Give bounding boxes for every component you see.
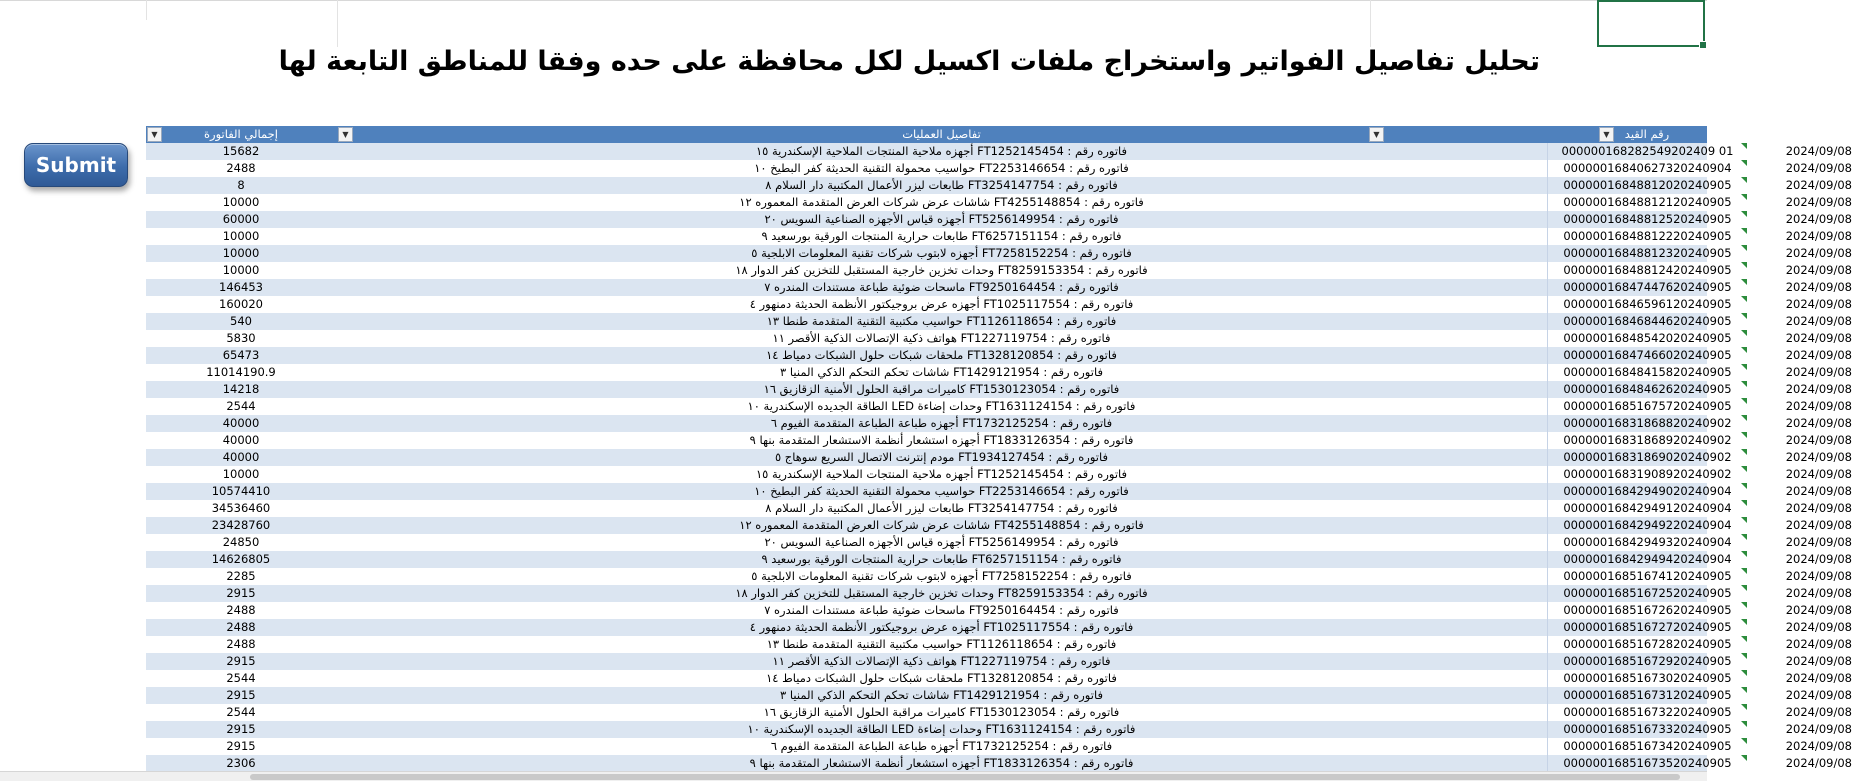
- cell-entry[interactable]: 00000016848462620240905: [1547, 381, 1747, 398]
- cell-total[interactable]: 10000: [222, 263, 260, 277]
- cell-total[interactable]: 10000: [222, 229, 260, 243]
- cell-details[interactable]: فاتوره رقم : FT1732125254 أجهزه طباعة الطباعة المتقدمة الفيوم ٦: [770, 416, 1113, 430]
- cell-total[interactable]: 60000: [222, 212, 260, 226]
- cell-date[interactable]: 2024/09/08: [1785, 229, 1852, 243]
- cell-total[interactable]: 14626805: [211, 552, 271, 566]
- table-row: [146, 398, 1852, 415]
- cell-total[interactable]: 2488: [226, 637, 256, 651]
- table-row: [146, 755, 1852, 772]
- cell-entry[interactable]: 00000016842949320240904: [1547, 534, 1747, 551]
- cell-details[interactable]: فاتوره رقم : FT1227119754 هواتف ذكية الإتصالات الذكية الأقصر ١١: [772, 654, 1111, 668]
- cell-total[interactable]: 2915: [226, 654, 256, 668]
- table-row: [146, 653, 1852, 670]
- cell-date[interactable]: 2024/09/08: [1785, 552, 1852, 566]
- table-row: [146, 143, 1852, 160]
- table-row: [146, 347, 1852, 364]
- table-row: [146, 636, 1852, 653]
- cell-details[interactable]: فاتوره رقم : FT2253146654 حواسيب محمولة التقنية الحديثة كفر البطيخ ١٠: [754, 484, 1129, 498]
- table-row: [146, 177, 1852, 194]
- table-row: [146, 364, 1852, 381]
- cell-entry[interactable]: 00000016851672520240905: [1547, 585, 1747, 602]
- cell-total[interactable]: 2544: [226, 399, 256, 413]
- cell-date[interactable]: 2024/09/08: [1785, 739, 1852, 753]
- cell-details[interactable]: فاتوره رقم : FT1530123054 كاميرات مراقبة الحلول الأمنية الزقازيق ١٦: [763, 705, 1120, 719]
- selected-cell[interactable]: [1597, 0, 1705, 47]
- cell-date[interactable]: 2024/09/08: [1785, 671, 1852, 685]
- cell-entry[interactable]: 00000016847447620240905: [1547, 279, 1747, 296]
- cell-date[interactable]: 2024/09/08: [1785, 688, 1852, 702]
- gridline: [337, 0, 338, 47]
- filter-dropdown-icon[interactable]: ▼: [1369, 127, 1384, 142]
- cell-total[interactable]: 10000: [222, 467, 260, 481]
- cell-entry[interactable]: 00000016848812320240905: [1547, 245, 1747, 262]
- cell-total[interactable]: 2915: [226, 586, 256, 600]
- cell-date[interactable]: 2024/09/08: [1785, 314, 1852, 328]
- cell-date[interactable]: 2024/09/08: [1785, 331, 1852, 345]
- cell-date[interactable]: 2024/09/08: [1785, 535, 1852, 549]
- cell-entry[interactable]: 00000016851672720240905: [1547, 619, 1747, 636]
- table-row: [146, 228, 1852, 245]
- cell-date[interactable]: 2024/09/08: [1785, 348, 1852, 362]
- cell-total[interactable]: 2488: [226, 620, 256, 634]
- cell-entry[interactable]: 00000016831908920240902: [1547, 466, 1747, 483]
- header-date: تاريخ الفاتورة: [1788, 127, 1852, 141]
- cell-entry[interactable]: 00000016846844620240905: [1547, 313, 1747, 330]
- table-row: [146, 313, 1852, 330]
- cell-date[interactable]: 2024/09/08: [1785, 382, 1852, 396]
- table-row: [146, 279, 1852, 296]
- cell-total[interactable]: 11014190.9: [206, 365, 276, 379]
- cell-entry[interactable]: 000000168282549202409 01: [1547, 143, 1747, 160]
- cell-details[interactable]: فاتوره رقم : FT5256149954 أجهزه قياس الأجهزه الصناعية السويس ٢٠: [764, 212, 1119, 226]
- cell-details[interactable]: فاتوره رقم : FT1025117554 أجهزه عرض بروجيكتور الأنظمة الحديثة دمنهور ٤: [749, 620, 1134, 634]
- cell-total[interactable]: 10574410: [211, 484, 271, 498]
- cell-entry[interactable]: 00000016848542020240905: [1547, 330, 1747, 347]
- cell-date[interactable]: 2024/09/08: [1785, 195, 1852, 209]
- cell-total[interactable]: 8: [237, 178, 245, 192]
- table-row: [146, 483, 1852, 500]
- header-total: إجمالي الفاتورة: [204, 127, 278, 141]
- cell-date[interactable]: 2024/09/08: [1785, 450, 1852, 464]
- table-row: [146, 500, 1852, 517]
- cell-date[interactable]: 2024/09/08: [1785, 161, 1852, 175]
- submit-button[interactable]: Submit: [24, 143, 128, 187]
- cell-date[interactable]: 2024/09/08: [1785, 263, 1852, 277]
- cell-total[interactable]: 2915: [226, 722, 256, 736]
- cell-details[interactable]: فاتوره رقم : FT4255148854 شاشات عرض شركات العرض المتقدمة المعموره ١٢: [739, 518, 1144, 532]
- cell-entry[interactable]: 00000016851673520240905: [1547, 755, 1747, 772]
- cell-date[interactable]: 2024/09/08: [1785, 365, 1852, 379]
- table-row: [146, 381, 1852, 398]
- cell-details[interactable]: فاتوره رقم : FT7258152254 أجهزه لابتوب شركات تقنية المعلومات الابلجية ٥: [751, 246, 1132, 260]
- filter-dropdown-icon[interactable]: ▼: [338, 127, 353, 142]
- cell-details[interactable]: فاتوره رقم : FT2253146654 حواسيب محمولة التقنية الحديثة كفر البطيخ ١٠: [754, 161, 1129, 175]
- cell-details[interactable]: فاتوره رقم : FT9250164454 ماسحات ضوئية طباعة مستندات المندره ٧: [764, 603, 1119, 617]
- cell-details[interactable]: فاتوره رقم : FT1126118654 حواسيب مكتبية التقنية المتقدمة طنطا ١٣: [766, 637, 1117, 651]
- cell-details[interactable]: فاتوره رقم : FT1227119754 هواتف ذكية الإتصالات الذكية الأقصر ١١: [772, 331, 1111, 345]
- cell-date[interactable]: 2024/09/08: [1785, 518, 1852, 532]
- cell-entry[interactable]: 00000016851672620240905: [1547, 602, 1747, 619]
- cell-date[interactable]: 2024/09/08: [1785, 501, 1852, 515]
- table-row: [146, 687, 1852, 704]
- sheet-top-border: [0, 0, 1707, 1]
- cell-details[interactable]: فاتوره رقم : FT8259153354 وحدات تخزين خارجية المستقبل للتخزين كفر الدوار ١٨: [735, 586, 1148, 600]
- table-header-row: [146, 126, 1852, 143]
- cell-date[interactable]: 2024/09/08: [1785, 433, 1852, 447]
- cell-entry[interactable]: 00000016831868920240902: [1547, 432, 1747, 449]
- cell-total[interactable]: 65473: [222, 348, 260, 362]
- cell-date[interactable]: 2024/09/08: [1785, 467, 1852, 481]
- cell-details[interactable]: فاتوره رقم : FT9250164454 ماسحات ضوئية طباعة مستندات المندره ٧: [764, 280, 1119, 294]
- table-row: [146, 296, 1852, 313]
- table-row: [146, 619, 1852, 636]
- cell-entry[interactable]: 00000016851673420240905: [1547, 738, 1747, 755]
- cell-entry[interactable]: 00000016851672920240905: [1547, 653, 1747, 670]
- cell-date[interactable]: 2024/09/08: [1785, 722, 1852, 736]
- cell-total[interactable]: 24850: [222, 535, 260, 549]
- table-row: [146, 602, 1852, 619]
- cell-entry[interactable]: 00000016846596120240905: [1547, 296, 1747, 313]
- cell-entry[interactable]: 00000016851675720240905: [1547, 398, 1747, 415]
- table-row: [146, 517, 1852, 534]
- cell-date[interactable]: 2024/09/08: [1785, 212, 1852, 226]
- cell-entry[interactable]: 00000016831869020240902: [1547, 449, 1747, 466]
- cell-details[interactable]: فاتوره رقم : FT1530123054 كاميرات مراقبة الحلول الأمنية الزقازيق ١٦: [763, 382, 1120, 396]
- cell-entry[interactable]: 00000016848812520240905: [1547, 211, 1747, 228]
- table-row: [146, 449, 1852, 466]
- cell-date[interactable]: 2024/09/08: [1785, 620, 1852, 634]
- cell-date[interactable]: 2024/09/08: [1785, 246, 1852, 260]
- cell-entry[interactable]: 00000016848812120240905: [1547, 194, 1747, 211]
- cell-total[interactable]: 40000: [222, 433, 260, 447]
- cell-details[interactable]: فاتوره رقم : FT1252145454 أجهزه ملاحية المنتجات الملاحية الإسكندرية ١٥: [755, 467, 1128, 481]
- invoice-table: [146, 126, 1852, 772]
- cell-details[interactable]: فاتوره رقم : FT1126118654 حواسيب مكتبية التقنية المتقدمة طنطا ١٣: [766, 314, 1117, 328]
- header-details: تفاصيل العمليات: [902, 127, 981, 141]
- cell-entry[interactable]: 00000016851672820240905: [1547, 636, 1747, 653]
- cell-details[interactable]: فاتوره رقم : FT1252145454 أجهزه ملاحية المنتجات الملاحية الإسكندرية ١٥: [755, 144, 1128, 158]
- table-body: [146, 143, 1852, 772]
- cell-total[interactable]: 34536460: [211, 501, 271, 515]
- header-entry: رقم القيد: [1624, 127, 1670, 141]
- cell-date[interactable]: 2024/09/08: [1785, 756, 1852, 770]
- cell-entry[interactable]: 00000016848812420240905: [1547, 262, 1747, 279]
- cell-entry[interactable]: 00000016851673120240905: [1547, 687, 1747, 704]
- cell-details[interactable]: فاتوره رقم : FT1833126354 أجهزه استشعار أنظمة الاستشعار المتقدمة بنها ٩: [749, 433, 1134, 447]
- cell-date[interactable]: 2024/09/08: [1785, 637, 1852, 651]
- cell-details[interactable]: فاتوره رقم : FT3254147754 طابعات ليزر الأعمال المكتبية دار السلام ٨: [765, 501, 1118, 515]
- table-row: [146, 160, 1852, 177]
- cell-details[interactable]: فاتوره رقم : FT6257151154 طابعات حرارية المنتجات الورقية بورسعيد ٩: [761, 229, 1122, 243]
- cell-total[interactable]: 2915: [226, 739, 256, 753]
- cell-date[interactable]: 2024/09/08: [1785, 705, 1852, 719]
- cell-total[interactable]: 2544: [226, 671, 256, 685]
- cell-details[interactable]: فاتوره رقم : FT3254147754 طابعات ليزر الأعمال المكتبية دار السلام ٨: [765, 178, 1118, 192]
- cell-entry[interactable]: 00000016848415820240905: [1547, 364, 1747, 381]
- cell-entry[interactable]: 00000016851673320240905: [1547, 721, 1747, 738]
- cell-details[interactable]: فاتوره رقم : FT1025117554 أجهزه عرض بروجيكتور الأنظمة الحديثة دمنهور ٤: [749, 297, 1134, 311]
- table-row: [146, 432, 1852, 449]
- cell-details[interactable]: فاتوره رقم : FT4255148854 شاشات عرض شركات العرض المتقدمة المعموره ١٢: [739, 195, 1144, 209]
- sheet-title: تحليل تفاصيل الفواتير واستخراج ملفات اكسيل لكل محافظة على حده وفقا للمناطق التابعة لها: [278, 46, 1540, 77]
- cell-date[interactable]: 2024/09/08: [1785, 178, 1852, 192]
- cell-total[interactable]: 2915: [226, 688, 256, 702]
- cell-entry[interactable]: 00000016831868820240902: [1547, 415, 1747, 432]
- cell-details[interactable]: فاتوره رقم : FT1328120854 ملحقات شبكات حلول الشبكات دمياط ١٤: [766, 671, 1117, 685]
- horizontal-scrollbar[interactable]: [0, 771, 1707, 781]
- cell-total[interactable]: 40000: [222, 450, 260, 464]
- scrollbar-thumb[interactable]: [250, 774, 1680, 780]
- cell-date[interactable]: 2024/09/08: [1785, 297, 1852, 311]
- gridline: [1370, 0, 1371, 47]
- cell-total[interactable]: 10000: [222, 195, 260, 209]
- table-row: [146, 551, 1852, 568]
- table-row: [146, 704, 1852, 721]
- cell-total[interactable]: 40000: [222, 416, 260, 430]
- cell-details[interactable]: فاتوره رقم : FT1833126354 أجهزه استشعار أنظمة الاستشعار المتقدمة بنها ٩: [749, 756, 1134, 770]
- table-row: [146, 245, 1852, 262]
- cell-details[interactable]: فاتوره رقم : FT1934127454 مودم إنترنت الاتصال السريع سوهاج ٥: [774, 450, 1109, 464]
- cell-total[interactable]: 5830: [226, 331, 256, 345]
- cell-entry[interactable]: 00000016840627320240904: [1547, 160, 1747, 177]
- cell-details[interactable]: فاتوره رقم : FT5256149954 أجهزه قياس الأجهزه الصناعية السويس ٢٠: [764, 535, 1119, 549]
- table-row: [146, 738, 1852, 755]
- cell-entry[interactable]: 00000016847466020240905: [1547, 347, 1747, 364]
- cell-total[interactable]: 2488: [226, 161, 256, 175]
- table-row: [146, 721, 1852, 738]
- cell-details[interactable]: فاتوره رقم : FT1328120854 ملحقات شبكات حلول الشبكات دمياط ١٤: [766, 348, 1117, 362]
- cell-total[interactable]: 146453: [219, 280, 263, 294]
- table-row: [146, 466, 1852, 483]
- cell-date[interactable]: 2024/09/08: [1785, 586, 1852, 600]
- table-row: [146, 568, 1852, 585]
- cell-entry[interactable]: 00000016848812020240905: [1547, 177, 1747, 194]
- table-row: [146, 211, 1852, 228]
- cell-details[interactable]: فاتوره رقم : FT1631124154 وحدات إضاءة LED الطاقة الجديده الإسكندرية ١٠: [747, 399, 1136, 413]
- cell-total[interactable]: 2285: [226, 569, 256, 583]
- filter-dropdown-icon[interactable]: ▼: [147, 127, 162, 142]
- cell-total[interactable]: 10000: [222, 246, 260, 260]
- cell-details[interactable]: فاتوره رقم : FT1732125254 أجهزه طباعة الطباعة المتقدمة الفيوم ٦: [770, 739, 1113, 753]
- table-row: [146, 670, 1852, 687]
- filter-dropdown-icon[interactable]: ▼: [1599, 127, 1614, 142]
- cell-details[interactable]: فاتوره رقم : FT6257151154 طابعات حرارية المنتجات الورقية بورسعيد ٩: [761, 552, 1122, 566]
- cell-total[interactable]: 2306: [226, 756, 256, 770]
- cell-total[interactable]: 540: [230, 314, 252, 328]
- cell-details[interactable]: فاتوره رقم : FT7258152254 أجهزه لابتوب شركات تقنية المعلومات الابلجية ٥: [751, 569, 1132, 583]
- cell-total[interactable]: 2544: [226, 705, 256, 719]
- gridline: [146, 0, 147, 20]
- cell-date[interactable]: 2024/09/08: [1785, 399, 1852, 413]
- cell-details[interactable]: فاتوره رقم : FT1429121954 شاشات تحكم التحكم الذكي المنيا ٣: [780, 365, 1103, 379]
- cell-date[interactable]: 2024/09/08: [1785, 654, 1852, 668]
- cell-details[interactable]: فاتوره رقم : FT1631124154 وحدات إضاءة LED الطاقة الجديده الإسكندرية ١٠: [747, 722, 1136, 736]
- cell-entry[interactable]: 00000016851673020240905: [1547, 670, 1747, 687]
- table-row: [146, 534, 1852, 551]
- cell-entry[interactable]: 00000016842949020240904: [1547, 483, 1747, 500]
- cell-total[interactable]: 2488: [226, 603, 256, 617]
- cell-date[interactable]: 2024/09/08: [1785, 144, 1852, 158]
- table-row: [146, 194, 1852, 211]
- cell-date[interactable]: 2024/09/08: [1785, 603, 1852, 617]
- cell-date[interactable]: 2024/09/08: [1785, 280, 1852, 294]
- table-row: [146, 415, 1852, 432]
- cell-entry[interactable]: 00000016842949420240904: [1547, 551, 1747, 568]
- cell-date[interactable]: 2024/09/08: [1785, 484, 1852, 498]
- table-row: [146, 330, 1852, 347]
- cell-total[interactable]: 14218: [222, 382, 260, 396]
- cell-total[interactable]: 23428760: [211, 518, 271, 532]
- cell-total[interactable]: 160020: [219, 297, 263, 311]
- cell-date[interactable]: 2024/09/08: [1785, 416, 1852, 430]
- table-row: [146, 262, 1852, 279]
- cell-total[interactable]: 15682: [222, 144, 260, 158]
- cell-entry[interactable]: 00000016851674120240905: [1547, 568, 1747, 585]
- cell-entry[interactable]: 00000016851673220240905: [1547, 704, 1747, 721]
- cell-entry[interactable]: 00000016848812220240905: [1547, 228, 1747, 245]
- cell-details[interactable]: فاتوره رقم : FT8259153354 وحدات تخزين خارجية المستقبل للتخزين كفر الدوار ١٨: [735, 263, 1148, 277]
- table-row: [146, 585, 1852, 602]
- cell-entry[interactable]: 00000016842949220240904: [1547, 517, 1747, 534]
- cell-entry[interactable]: 00000016842949120240904: [1547, 500, 1747, 517]
- cell-details[interactable]: فاتوره رقم : FT1429121954 شاشات تحكم التحكم الذكي المنيا ٣: [780, 688, 1103, 702]
- cell-date[interactable]: 2024/09/08: [1785, 569, 1852, 583]
